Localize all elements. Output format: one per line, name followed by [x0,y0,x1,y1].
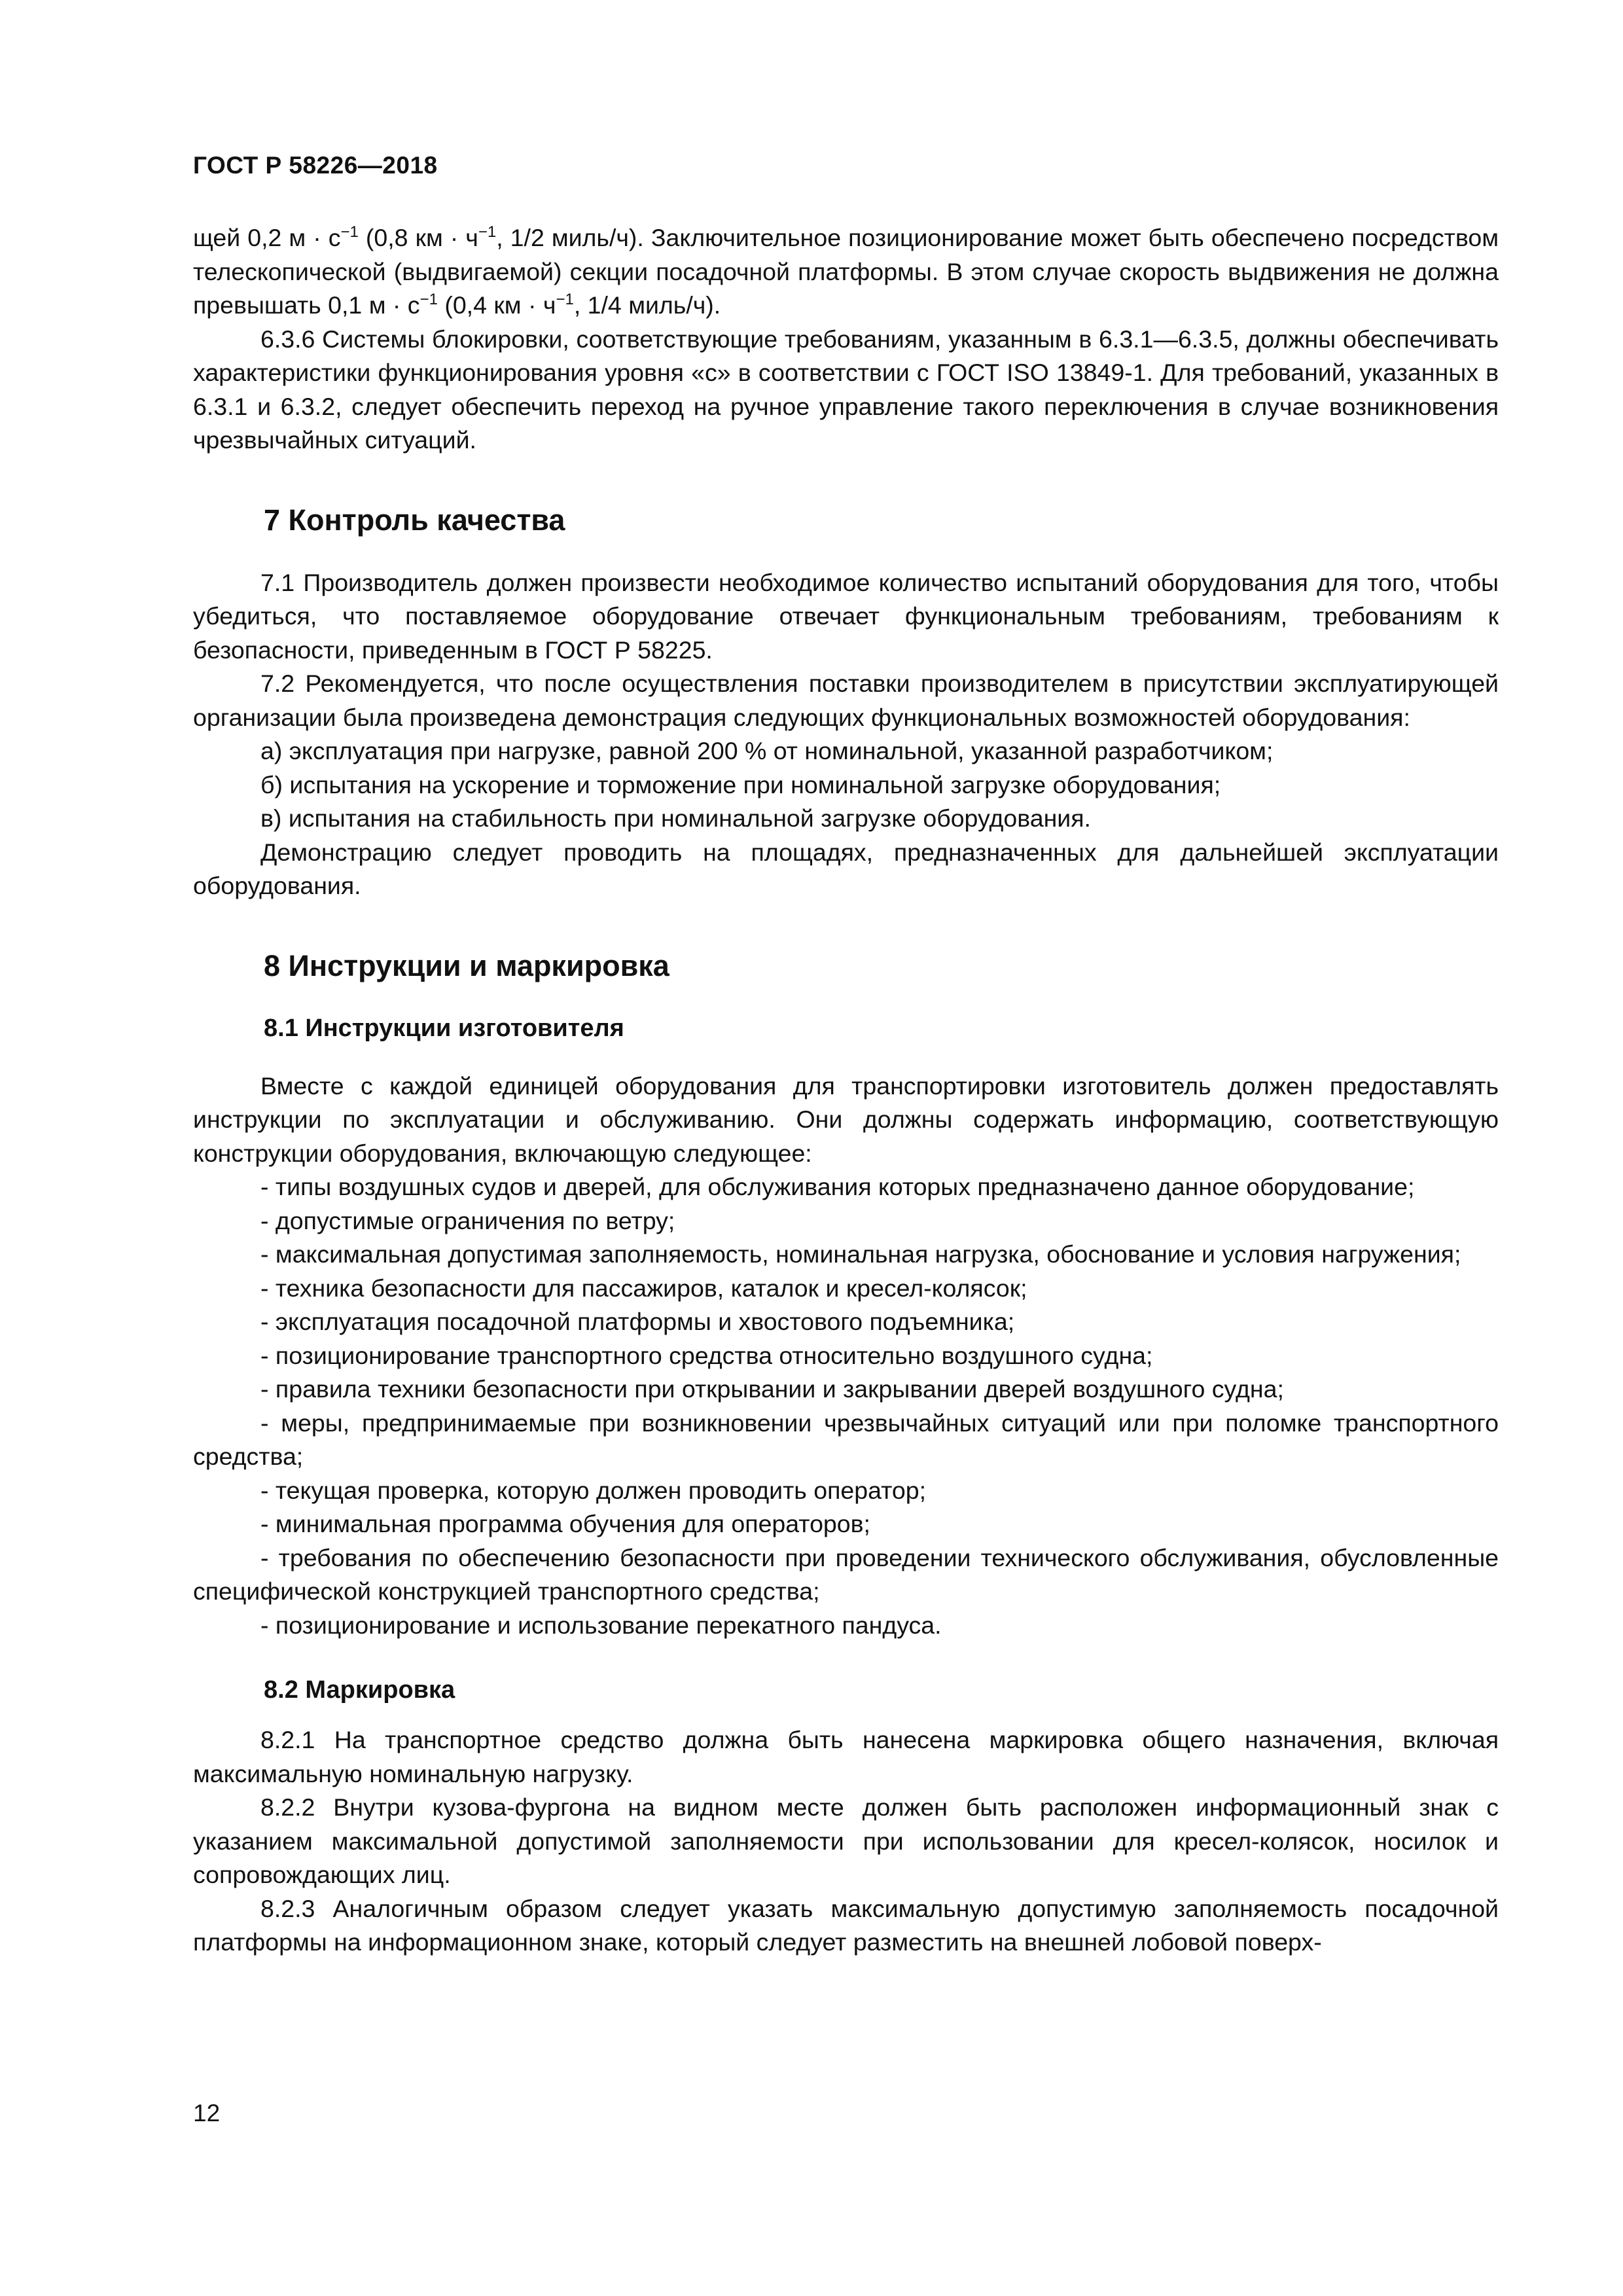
paragraph-8-2-3: 8.2.3 Аналогичным образом следует указать максимальную допустимую заполняемость посадочной платформы на информационном знаке, который следует разместить на внешней лобовой поверх- [193,1894,1499,1956]
page-number: 12 [193,2100,221,2126]
superscript: −1 [419,291,438,308]
section-heading-8: 8 Инструкции и маркировка [264,948,669,982]
text-run: щей 0,2 м · с [193,224,341,251]
list-item: - меры, предпринимаемые при возникновении чрезвычайных ситуаций или при поломке транспортного средства; [193,1408,1499,1470]
list-item: а) эксплуатация при нагрузке, равной 200 % от номинальной, указанной разработчиком; [260,737,1274,764]
paragraph-8-2-2: 8.2.2 Внутри кузова-фургона на видном месте должен быть расположен информационный знак с указанием максимальной допустимой заполняемости при использовании для кресел-колясок, носилок и сопровождающих лиц. [193,1793,1499,1888]
list-item: - эксплуатация посадочной платформы и хвостового подъемника; [260,1308,1015,1335]
list-item: - допустимые ограничения по ветру; [260,1206,675,1234]
list-item: - правила техники безопасности при открывании и закрывании дверей воздушного судна; [260,1375,1284,1403]
paragraph-6-3-6: 6.3.6 Системы блокировки, соответствующие требованиям, указанным в 6.3.1—6.3.5, должны обеспечивать характеристики функционирования уровня «с» в соответствии с ГОСТ ISO 13849-1. Для требований, указанных в 6.3.1 и 6.3.2, следует обеспечить переход на ручное управление такого переключения в случае возникновения чрезвычайных ситуаций. [193,325,1499,454]
paragraph-demo: Демонстрацию следует проводить на площадях, предназначенных для дальнейшей эксплуатации оборудования. [193,838,1499,899]
page-content [193,221,1499,1960]
text-run: , 1/4 миль/ч). [573,291,721,319]
paragraph-7-2: 7.2 Рекомендуется, что после осуществления поставки производителем в присутствии эксплуатирующей организации была произведена демонстрация следующих функциональных возможностей оборудования: [193,670,1499,731]
list-item: - техника безопасности для пассажиров, каталок и кресел-колясок; [260,1274,1027,1302]
list-item: - минимальная программа обучения для операторов; [260,1510,870,1537]
list-item: б) испытания на ускорение и торможение при номинальной загрузке оборудования; [260,770,1221,798]
text-run: (0,4 км · ч [437,291,556,319]
text-run: , 1/2 миль/ч). Заключительное позиционирование может быть обеспечено посредством телескопической (выдвигаемой) секции посадочной платформы. В этом случае скорость выдвижения не должна превышать 0,1 м · с [193,224,1499,319]
document-header: ГОСТ Р 58226—2018 [193,152,438,179]
paragraph-8-2-1: 8.2.1 На транспортное средство должна быть нанесена маркировка общего назначения, включая максимальную номинальную нагрузку. [193,1726,1499,1787]
section-heading-7: 7 Контроль качества [264,503,565,537]
list-item: - максимальная допустимая заполняемость, номинальная нагрузка, обоснование и условия нагружения; [260,1240,1461,1268]
list-item: - типы воздушных судов и дверей, для обслуживания которых предназначено данное оборудование; [260,1173,1415,1200]
list-item: - позиционирование и использование перекатного пандуса. [260,1611,942,1639]
superscript: −1 [478,223,497,241]
superscript: −1 [556,291,574,308]
list-item: в) испытания на стабильность при номинальной загрузке оборудования. [260,804,1091,832]
subsection-heading-8-1: 8.1 Инструкции изготовителя [264,1014,624,1042]
text-run: (0,8 км · ч [358,224,478,251]
list-item: - текущая проверка, которую должен проводить оператор; [260,1476,927,1504]
superscript: −1 [340,223,359,241]
list-item: - требования по обеспечению безопасности при проведении технического обслуживания, обусловленные специфической конструкцией транспортного средства; [193,1543,1499,1605]
paragraph-continuation [193,221,1499,323]
list-item: - позиционирование транспортного средства относительно воздушного судна; [260,1341,1153,1369]
paragraph-7-1: 7.1 Производитель должен произвести необходимое количество испытаний оборудования для того, чтобы убедиться, что поставляемое оборудование отвечает функциональным требованиям, требованиям к безопасности, приведенным в ГОСТ Р 58225. [193,568,1499,664]
paragraph-8-1: Вместе с каждой единицей оборудования для транспортировки изготовитель должен предоставлять инструкции по эксплуатации и обслуживанию. Они должны содержать информацию, соответствующую конструкции оборудования, включающую следующее: [193,1071,1499,1167]
subsection-heading-8-2: 8.2 Маркировка [264,1676,455,1704]
